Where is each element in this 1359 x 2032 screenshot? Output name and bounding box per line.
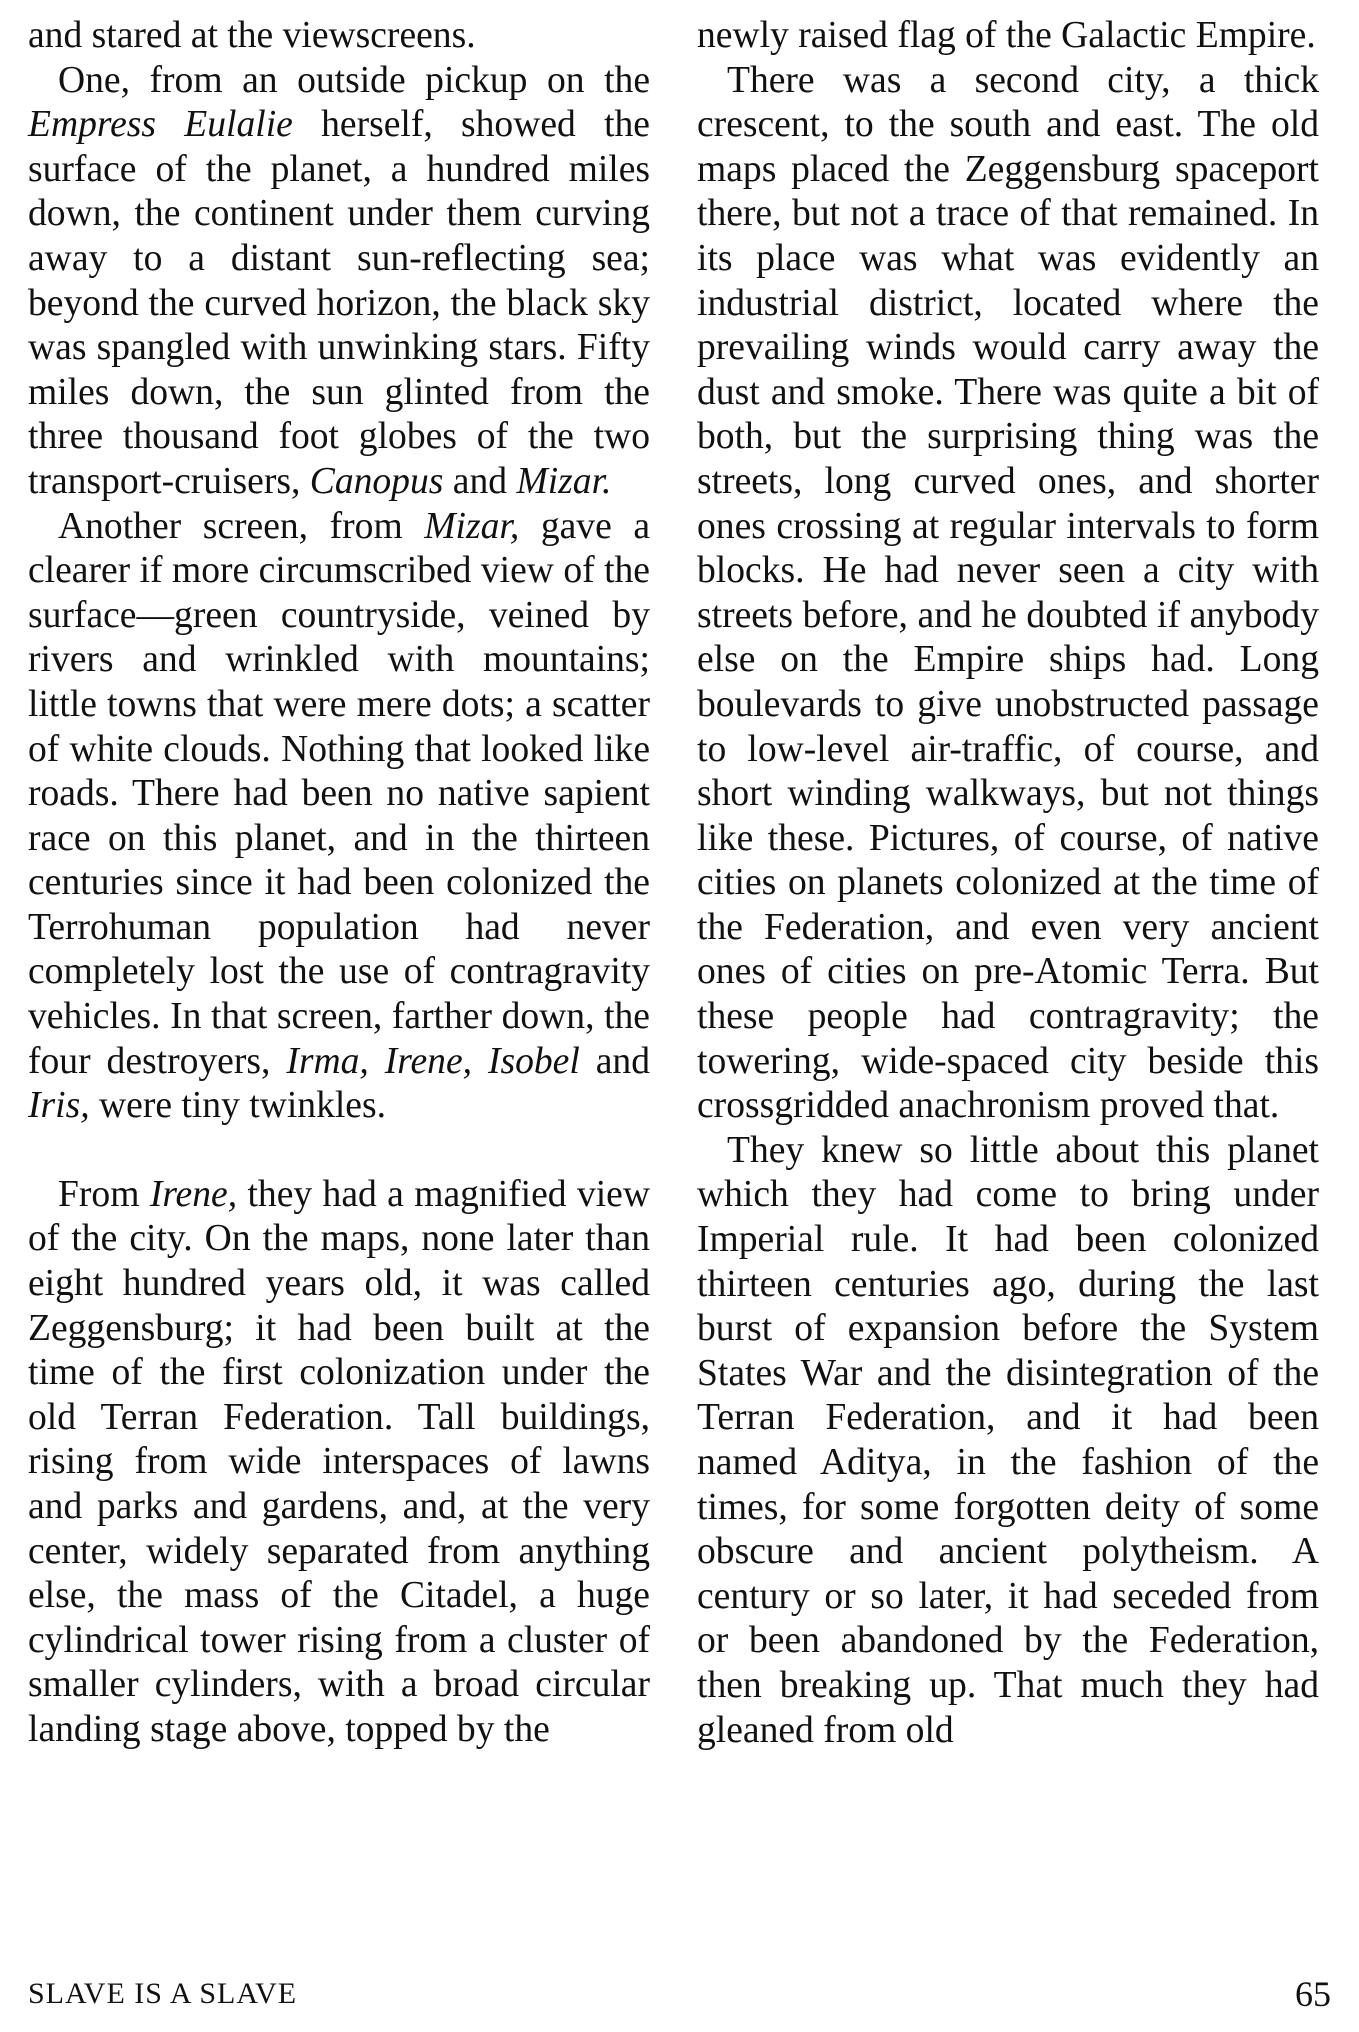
paragraph-text: herself, showed the surface of the planet, a hundred miles down, the continent under them curving away to a distant sun-reflecting sea; beyond the curved horizon, the black sky was spangled with unwinking stars. Fifty miles down, the sun glinted from the three thousand foot globes of the two transport-cruisers, — [28, 104, 650, 502]
ship-name: Mizar. — [516, 460, 612, 502]
left-column — [28, 14, 650, 1753]
paragraph-text: and — [579, 1040, 650, 1082]
paragraph-text: they had a magnified view of the city. On the maps, none later than eight hundred years old, it was called Zeggensburg; it had been built at the time of the first colonization under the old Terran Federation. Tall buildings, rising from wide interspaces of lawns and parks and gardens, and, at the very center, widely separated from anything else, the mass of the Citadel, a huge cylindrical tower rising from a cluster of smaller cylinders, with a broad circular landing stage above, topped by the — [28, 1173, 650, 1750]
paragraph: They knew so little about this planet which they had come to bring under Imperial rule. It had been colonized thirteen centuries ago, during the last burst of expansion before the System States War and the disintegration of the Terran Federation, and it had been named Aditya, in the fashion of the times, for some forgotten deity of some obscure and ancient polytheism. A century or so later, it had seceded from or been abandoned by the Federation, then breaking up. That much they had gleaned from old — [697, 1129, 1319, 1751]
paragraph-text: and stared at the viewscreens. — [28, 15, 476, 56]
paragraph-text: were tiny twinkles. — [89, 1085, 386, 1127]
paragraph-text: Another screen, from — [58, 505, 425, 547]
paragraph-text: gave a clearer if more circumscribed view of the surface—green countryside, veined by rivers and wrinkled with mountains; little towns that were mere dots; a scatter of white clouds. Nothing that looked like roads. There had been no native sapient race on this planet, and in the thirteen centuries since it had been colonized the Terrohuman population had never completely lost the use of contragravity vehicles. In that screen, farther down, the four destroyers, — [28, 505, 650, 1082]
ship-name: Empress Eulalie — [28, 104, 293, 146]
ship-name: Mizar, — [424, 505, 520, 547]
ship-names: Irma, Irene, Isobel — [286, 1040, 580, 1082]
paragraph: newly raised flag of the Galactic Empire. — [697, 15, 1316, 56]
ship-name: Irene, — [149, 1173, 238, 1215]
paragraph-text: From — [58, 1173, 150, 1215]
paragraph-text: and — [443, 460, 517, 502]
paragraph — [28, 14, 650, 59]
page-number: 65 — [1295, 1974, 1331, 2014]
paragraph-text: One, from an outside pickup on the — [58, 59, 650, 101]
paragraph: There was a second city, a thick crescent, to the south and east. The old maps placed the Zeggensburg spaceport there, but not a trace of that remained. In its place was what was evidently an industrial district, located where the prevailing winds would carry away the dust and smoke. There was quite a bit of both, but the surprising thing was the streets, long curved ones, and shorter ones crossing at regular intervals to form blocks. He had never seen a city with streets before, and he doubted if anybody else on the Empire ships had. Long boulevards to give unobstructed passage to low-level air-traffic, of course, and short winding walkways, but not things like these. Pictures, of course, of native cities on planets colonized at the time of the Federation, and even very ancient ones of cities on pre-Atomic Terra. But these people had contragravity; the towering, wide-spaced city beside this crossgridded anachronism proved that. — [697, 59, 1319, 1127]
paragraph — [28, 505, 650, 1129]
ship-name: Iris, — [28, 1085, 90, 1127]
right-column — [697, 14, 1319, 1753]
paragraph — [28, 59, 650, 505]
page-footer — [28, 1972, 1331, 2016]
running-head: SLAVE IS A SLAVE — [28, 1977, 298, 2010]
paragraph — [28, 1173, 650, 1753]
ship-name: Canopus — [309, 460, 444, 502]
